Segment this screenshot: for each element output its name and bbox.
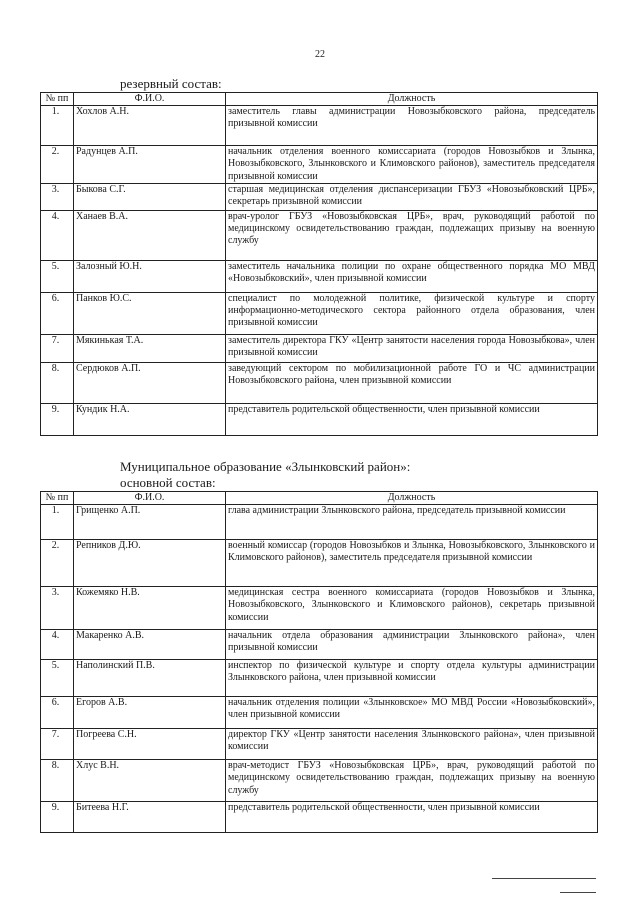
member-position: старшая медицинская отделения диспансеризации ГБУЗ «Новозыбковский ЦРБ», секретарь призывной комиссии (226, 183, 598, 210)
row-number: 6. (41, 292, 74, 334)
row-number: 1. (41, 106, 74, 146)
row-number: 2. (41, 146, 74, 184)
member-name: Сердюков А.П. (74, 362, 226, 403)
member-position: специалист по молодежной политике, физической культуре и спорту информационно-методического сектора районного отдела образования, член призывной комиссии (226, 292, 598, 334)
row-number: 2. (41, 540, 74, 587)
row-number: 9. (41, 802, 74, 833)
member-name: Наполинский П.В. (74, 660, 226, 697)
main-composition-table (40, 491, 598, 833)
member-position: начальник отделения военного комиссариата (городов Новозыбков и Злынка, Новозыбковского, Злынковского и Климовского районов), заместитель председателя призывной комиссии (226, 146, 598, 184)
member-position: представитель родительской общественности, член призывной комиссии (226, 403, 598, 435)
header-name: Ф.И.О. (74, 93, 226, 106)
table-row (41, 540, 598, 587)
member-name: Мякинькая Т.А. (74, 334, 226, 362)
member-position: директор ГКУ «Центр занятости населения Злынковского района», член призывной комиссии (226, 729, 598, 760)
member-position: начальник отделения полиции «Злынковское» МО МВД России «Новозыбковский», член призывной комиссии (226, 697, 598, 729)
row-number: 3. (41, 587, 74, 630)
table-row (41, 260, 598, 292)
member-position: инспектор по физической культуре и спорту отдела культуры администрации Злынковского района, член призывной комиссии (226, 660, 598, 697)
reserve-composition-table (40, 92, 598, 436)
member-name: Кундик Н.А. (74, 403, 226, 435)
row-number: 8. (41, 362, 74, 403)
member-name: Быкова С.Г. (74, 183, 226, 210)
footer-rule (492, 878, 596, 879)
row-number: 7. (41, 334, 74, 362)
row-number: 1. (41, 505, 74, 540)
row-number: 5. (41, 660, 74, 697)
table-row (41, 505, 598, 540)
row-number: 3. (41, 183, 74, 210)
member-position: медицинская сестра военного комиссариата (городов Новозыбков и Злынка, Новозыбковского, Злынковского и Климовского районов), секретарь призывной комиссии (226, 587, 598, 630)
member-name: Битеева Н.Г. (74, 802, 226, 833)
member-position: начальник отдела образования администрации Злынковского района», член призывной комиссии (226, 630, 598, 660)
member-position: представитель родительской общественности, член призывной комиссии (226, 802, 598, 833)
header-name: Ф.И.О. (74, 492, 226, 505)
member-position: военный комиссар (городов Новозыбков и Злынка, Новозыбковского, Злынковского и Климовского районов), заместитель председателя призывной комиссии (226, 540, 598, 587)
member-name: Погреева С.Н. (74, 729, 226, 760)
member-name: Макаренко А.В. (74, 630, 226, 660)
footer-rule-short (560, 892, 596, 893)
table-row (41, 210, 598, 260)
member-name: Хохлов А.Н. (74, 106, 226, 146)
member-position: заместитель директора ГКУ «Центр занятости населения города Новозыбкова», член призывной комиссии (226, 334, 598, 362)
header-position: Должность (226, 93, 598, 106)
member-name: Грищенко А.П. (74, 505, 226, 540)
header-number: № пп (41, 93, 74, 106)
member-name: Репников Д.Ю. (74, 540, 226, 587)
table-row (41, 292, 598, 334)
member-name: Панков Ю.С. (74, 292, 226, 334)
table-header-row (41, 492, 598, 505)
table-row (41, 802, 598, 833)
table-row (41, 362, 598, 403)
member-name: Радунцев А.П. (74, 146, 226, 184)
row-number: 6. (41, 697, 74, 729)
header-number: № пп (41, 492, 74, 505)
table-row (41, 729, 598, 760)
row-number: 8. (41, 760, 74, 802)
row-number: 7. (41, 729, 74, 760)
page-number: 22 (315, 49, 325, 60)
member-position: глава администрации Злынковского района, председатель призывной комиссии (226, 505, 598, 540)
header-position: Должность (226, 492, 598, 505)
member-position: заместитель начальника полиции по охране общественного порядка МО МВД «Новозыбковский», член призывной комиссии (226, 260, 598, 292)
member-position: врач-уролог ГБУЗ «Новозыбковская ЦРБ», врач, руководящий работой по медицинскому освидетельствованию граждан, подлежащих призыву на военную службу (226, 210, 598, 260)
member-name: Залозный Ю.Н. (74, 260, 226, 292)
member-name: Егоров А.В. (74, 697, 226, 729)
row-number: 4. (41, 630, 74, 660)
district-heading: Муниципальное образование «Злынковский район»: (120, 459, 411, 474)
reserve-heading: резервный состав: (120, 76, 222, 91)
table-row (41, 334, 598, 362)
table-row (41, 760, 598, 802)
member-name: Хлус В.Н. (74, 760, 226, 802)
table-row (41, 403, 598, 435)
main-composition-heading: основной состав: (120, 475, 216, 490)
row-number: 5. (41, 260, 74, 292)
member-position: врач-методист ГБУЗ «Новозыбковская ЦРБ», врач, руководящий работой по медицинскому освидетельствованию граждан, подлежащих призыву на военную службу (226, 760, 598, 802)
table-row (41, 660, 598, 697)
member-position: заместитель главы администрации Новозыбковского района, председатель призывной комиссии (226, 106, 598, 146)
row-number: 9. (41, 403, 74, 435)
table-row (41, 106, 598, 146)
row-number: 4. (41, 210, 74, 260)
member-position: заведующий сектором по мобилизационной работе ГО и ЧС администрации Новозыбковского района, член призывной комиссии (226, 362, 598, 403)
table-row (41, 183, 598, 210)
member-name: Ханаев В.А. (74, 210, 226, 260)
table-row (41, 587, 598, 630)
member-name: Кожемяко Н.В. (74, 587, 226, 630)
table-row (41, 630, 598, 660)
table-row (41, 146, 598, 184)
table-row (41, 697, 598, 729)
table-header-row (41, 93, 598, 106)
